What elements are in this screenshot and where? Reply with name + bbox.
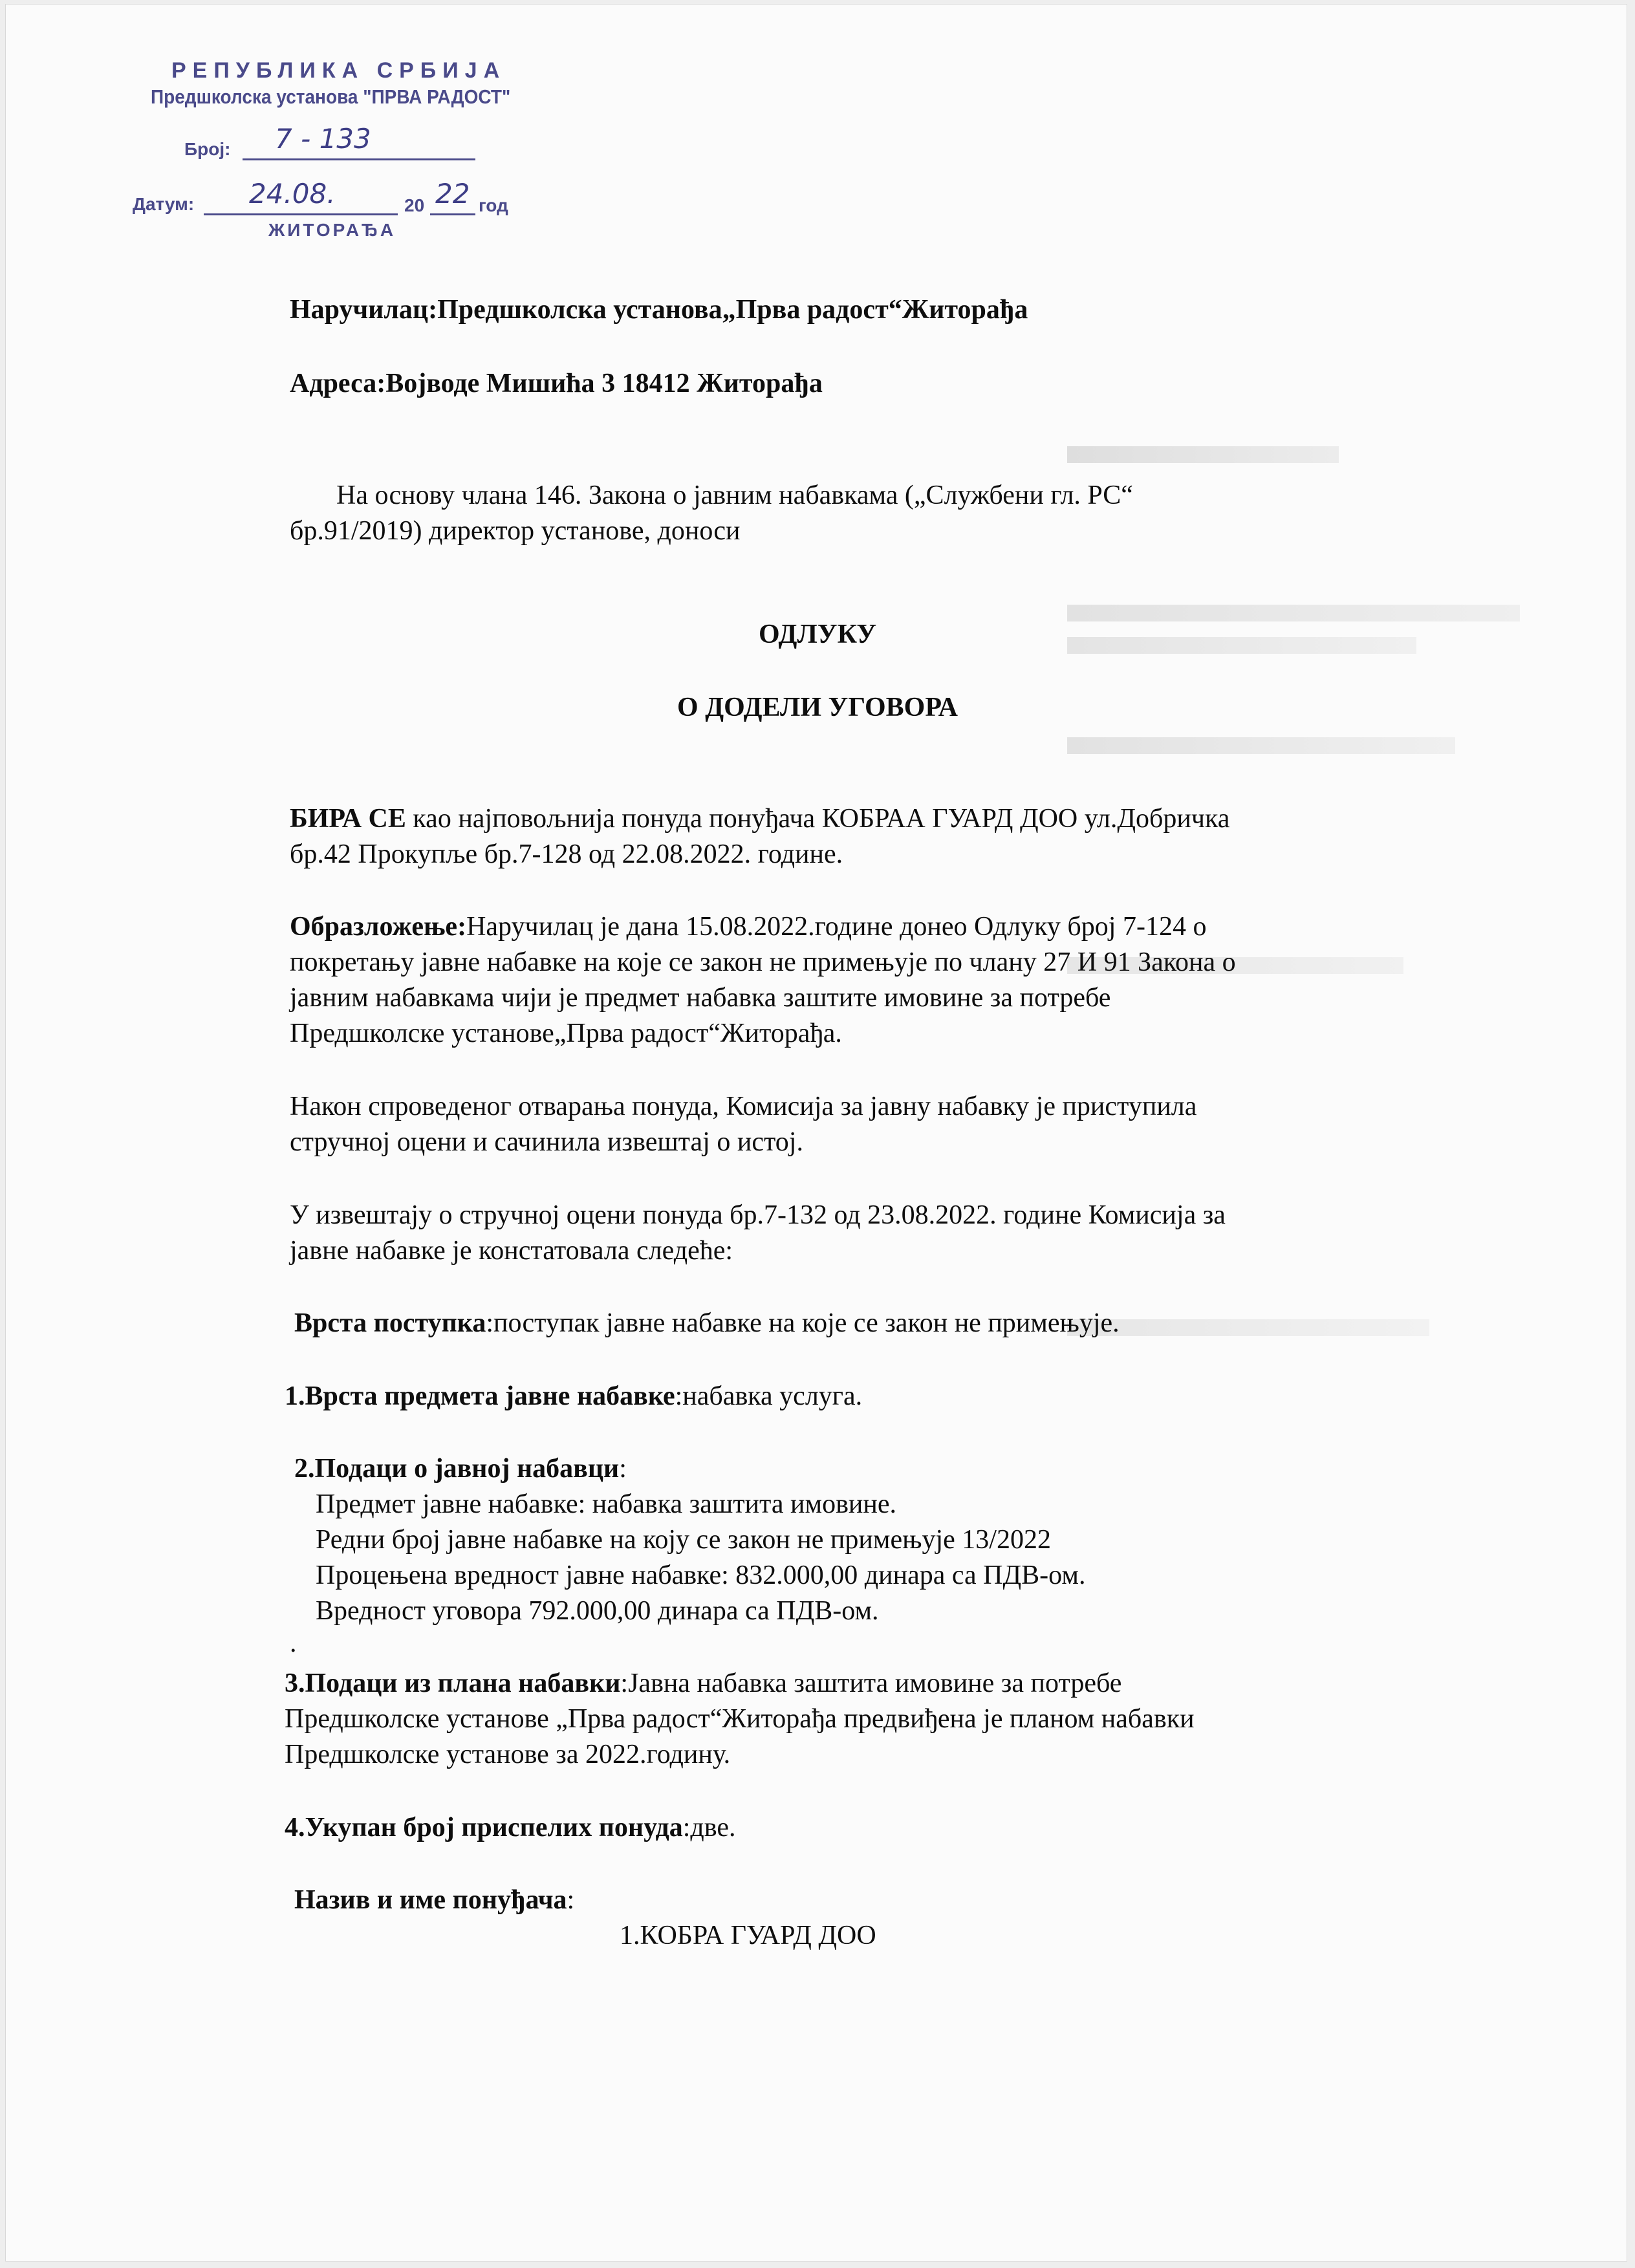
choice-rest: као најповољнија понуда понуђача КОБРАА ГУАРД ДОО ул.Добричка [406, 804, 1230, 834]
stamp-year-line [430, 213, 475, 215]
bidder-1: 1.КОБРА ГУАРД ДОО [620, 1921, 876, 1950]
bidders-colon: : [567, 1885, 575, 1915]
item4-value: :две. [682, 1813, 736, 1842]
item3-line-1 [285, 1670, 1121, 1697]
procedure-line [294, 1310, 1120, 1337]
para2-line-2: стручној оцени и сачинила извештај о истој. [290, 1127, 803, 1157]
stamp-date-line [204, 213, 398, 215]
stamp-date-handwritten: 24.08. [249, 178, 336, 210]
item1-value: :набавка услуга. [675, 1381, 863, 1411]
decision-title: ОДЛУКУ [758, 620, 877, 649]
reasoning-line-4: Предшколске установе„Прва радост“Житорађа. [290, 1019, 842, 1048]
bidders-label: Назив и име понуђача [294, 1885, 567, 1915]
item2-line [294, 1455, 627, 1482]
item4-line [285, 1814, 736, 1841]
item3-label: 3.Подаци из плана набавки [285, 1669, 621, 1698]
item2-label: 2.Подаци о јавној набавци [294, 1454, 620, 1484]
reasoning-bold: Образложење: [290, 912, 467, 942]
choice-line-2: бр.42 Прокупље бр.7-128 од 22.08.2022. године. [290, 839, 843, 869]
stamp-number-handwritten: 7 - 133 [275, 123, 371, 155]
stamp-year-prefix: 20 [404, 195, 425, 215]
item2-detail-2: Редни број јавне набавке на коју се закон не примењује 13/2022 [316, 1525, 1051, 1555]
stamp-institution: Предшколска установа "ПРВА РАДОСТ" [151, 85, 511, 108]
stamp-number-line [243, 158, 475, 160]
address-line [290, 370, 823, 397]
stamp-year-suffix: год [479, 195, 508, 215]
official-stamp [133, 58, 547, 252]
reasoning-rest: Наручилац је дана 15.08.2022.године донео Одлуку број 7-124 о [466, 912, 1207, 942]
stamp-date-label: Датум: [133, 194, 195, 214]
stamp-republic: РЕПУБЛИКА СРБИЈА [171, 58, 506, 83]
client-label: Наручилац: [290, 295, 438, 325]
para3-line-1: У извештају о стручној оцени понуда бр.7-132 од 23.08.2022. године Комисија за [290, 1200, 1226, 1230]
item1-label: 1.Врста предмета јавне набавке [285, 1381, 675, 1411]
client-value: Предшколска установа„Прва радост“Житорађа [437, 295, 1028, 325]
reasoning-line-2: покретању јавне набавке на које се закон не примењује по члану 27 И 91 Закона о [290, 947, 1236, 977]
stray-dot: . [290, 1628, 297, 1658]
decision-subtitle: О ДОДЕЛИ УГОВОРА [677, 693, 958, 722]
item3-line-2: Предшколске установе „Прва радост“Житорађа предвиђена је планом набавки [285, 1704, 1195, 1734]
item2-detail-4: Вредност уговора 792.000,00 динара са ПДВ-ом. [316, 1596, 879, 1626]
reverse-side-show-through [1067, 737, 1455, 754]
item1-line [285, 1383, 862, 1410]
item3-line-3: Предшколске установе за 2022.годину. [285, 1740, 731, 1769]
stamp-number-label: Број: [184, 139, 231, 159]
reasoning-line-1 [290, 913, 1206, 940]
address-value: Војводе Мишића 3 18412 Житорађа [385, 369, 823, 398]
item2-colon: : [619, 1454, 627, 1484]
intro-line-2: бр.91/2019) директор установе, доноси [290, 516, 741, 546]
para3-line-2: јавне набавке је констатовала следеће: [290, 1236, 733, 1266]
reverse-side-show-through [1067, 1319, 1429, 1336]
procedure-label: Врста поступка [294, 1308, 486, 1338]
reverse-side-show-through [1067, 605, 1520, 621]
stamp-year-handwritten: 22 [435, 178, 470, 210]
intro-line-1: На основу члана 146. Закона о јавним набавкама („Службени гл. РС“ [336, 481, 1133, 510]
address-label: Адреса: [290, 369, 386, 398]
item4-label: 4.Укупан број приспелих понуда [285, 1813, 683, 1842]
procedure-value: :поступак јавне набавке на које се закон не примењује. [486, 1308, 1120, 1338]
choice-line-1 [290, 805, 1229, 832]
client-line [290, 296, 1028, 323]
choice-bold: БИРА СЕ [290, 804, 406, 834]
para2-line-1: Након спроведеног отварања понуда, Комисија за јавну набавку је приступила [290, 1092, 1197, 1121]
item3-value: :Јавна набавка заштита имовине за потребе [620, 1669, 1122, 1698]
stamp-city: ЖИТОРАЂА [268, 220, 396, 240]
reasoning-line-3: јавним набавкама чији је предмет набавка заштите имовине за потребе [290, 983, 1111, 1013]
bidders-heading [294, 1886, 574, 1914]
item2-detail-3: Процењена вредност јавне набавке: 832.000,00 динара са ПДВ-ом. [316, 1561, 1086, 1590]
reverse-side-show-through [1067, 446, 1339, 463]
item2-detail-1: Предмет јавне набавке: набавка заштита имовине. [316, 1489, 897, 1519]
